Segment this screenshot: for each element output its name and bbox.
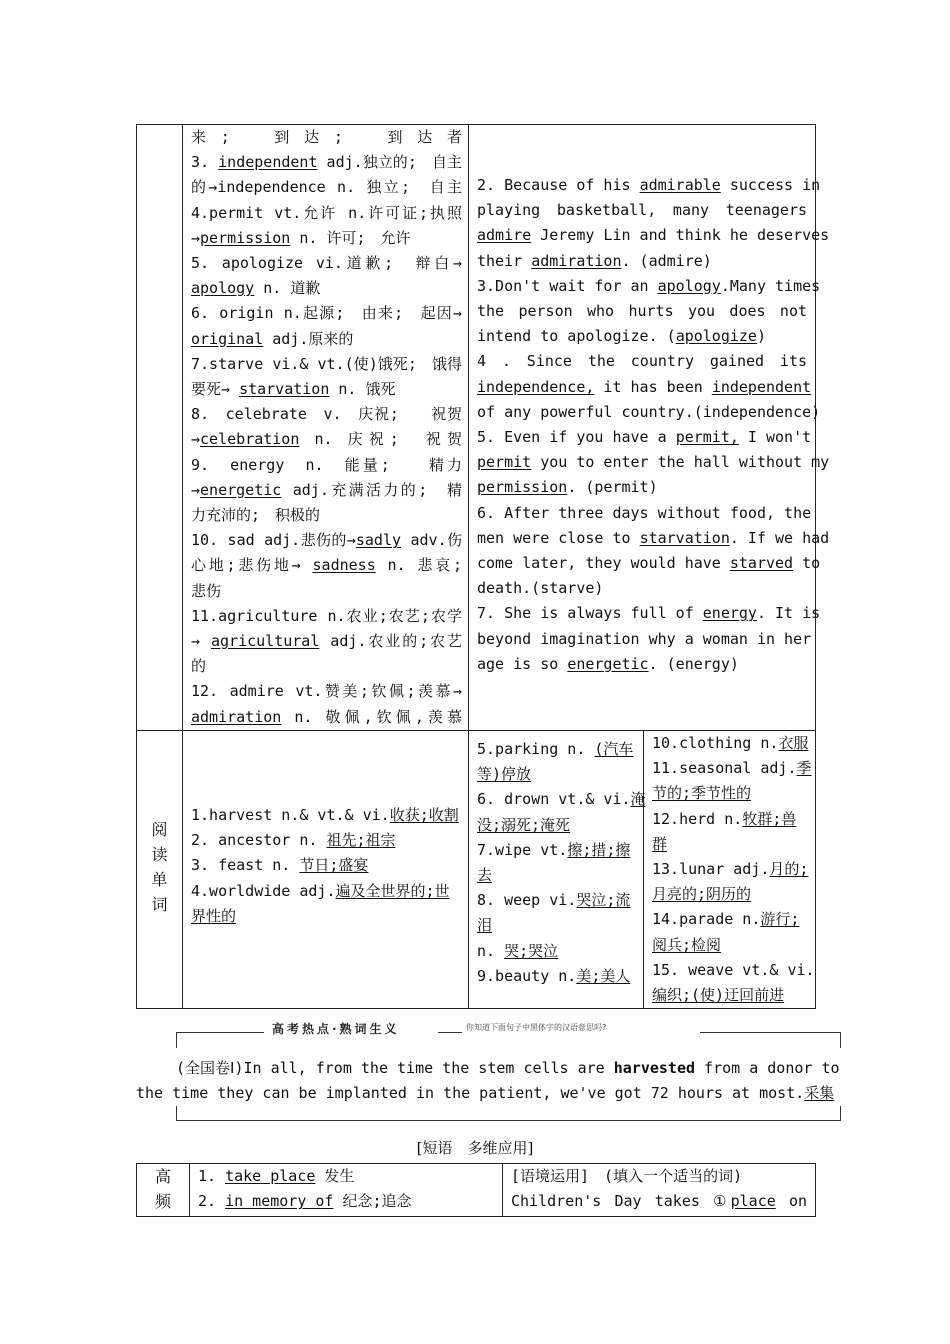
reading-word-line: 14.parade n.游行; [652, 910, 800, 929]
reading-word-line: 7.wipe vt.擦;措;擦 [477, 840, 631, 859]
reading-words-label-char: 读 [151, 845, 168, 864]
reading-words-label-char: 单 [151, 870, 168, 889]
answer-text: 采集 [804, 1084, 835, 1102]
high-frequency-label-char: 高 [154, 1167, 171, 1186]
derivation-line: 7.starve vi.& vt.(使)饿死; 饿得 [191, 354, 462, 373]
context-sentence-line: admire Jeremy Lin and think he deserves [477, 226, 830, 245]
reading-word-line: 编织;(使)迂回前进 [652, 986, 785, 1005]
derivation-cell [183, 125, 469, 731]
derivation-line: 5. apologize vi.道歉; 辩白→ [191, 254, 462, 273]
derivation-line: 的→independence n. 独立; 自主 [191, 178, 462, 197]
hot-spot-sentence-line-1 [176, 1056, 856, 1081]
derivation-line: original adj.原来的 [191, 329, 354, 348]
context-sentence-line: beyond imagination why a woman in her [477, 629, 812, 648]
high-frequency-label [137, 1164, 190, 1217]
reading-word-line: 9.beauty n.美;美人 [477, 966, 631, 985]
reading-word-line: 界性的 [191, 906, 237, 925]
reading-word-line: 12.herd n.牧群;兽 [652, 809, 797, 828]
phrase-item: 1. take place 发生 [198, 1167, 355, 1185]
reading-word-line: 3. feast n. 节日;盛宴 [191, 856, 369, 875]
reading-words-col-3 [644, 731, 816, 1009]
derivation-line: 3. independent adj.独立的; 自主 [191, 153, 463, 172]
context-sentence-line: their admiration. (admire) [477, 251, 712, 270]
reading-word-line: 8. weep vi.哭泣;流 [477, 891, 631, 910]
sentence-text: (全国卷Ⅰ)In all, from the time the stem cells are [176, 1059, 614, 1077]
reading-word-line: 4.worldwide adj.遍及全世界的;世 [191, 881, 450, 900]
banner-corner-left [176, 1032, 177, 1048]
context-sentence-line: of any powerful country.(independence) [477, 402, 821, 421]
reading-word-line: 15. weave vt.& vi. [652, 960, 815, 979]
context-sentence-line: 3.Don't wait for an apology.Many times [477, 276, 821, 295]
derivation-line: admiration n. 敬佩,钦佩,羡慕 [191, 707, 462, 726]
derivation-line: 力充沛的; 积极的 [191, 506, 321, 525]
high-frequency-label-char: 频 [154, 1192, 171, 1211]
derivation-line: →celebration n. 庆祝; 祝贺 [191, 430, 462, 449]
derivation-line: 心地;悲伤地→ sadness n. 悲哀; [191, 556, 463, 575]
context-sentence-line: the person who hurts you does not [477, 302, 807, 321]
reading-word-line: 11.seasonal adj.季 [652, 759, 812, 778]
reading-word-line: 阅兵;检阅 [652, 935, 722, 954]
context-sentence-line: permission. (permit) [477, 478, 658, 497]
reading-word-line: 节的;季节性的 [652, 784, 752, 803]
banner-corner-right [840, 1032, 841, 1048]
banner-rule-left [176, 1032, 264, 1033]
derivation-line: 11.agriculture n.农业;农艺;农学 [191, 606, 462, 625]
derivation-line: → agricultural adj.农业的;农艺 [191, 632, 462, 651]
context-sentence-line: 4 . Since the country gained its [477, 352, 807, 371]
reading-words-label [137, 731, 183, 1009]
reading-words-col-2 [469, 731, 644, 1009]
context-sentence-line: 7. She is always full of energy. It is [477, 604, 821, 623]
reading-word-line: 去 [477, 866, 493, 885]
phrase-table [136, 1163, 816, 1217]
sentence-text: the time they can be implanted in the patient, we've got 72 hours at most. [136, 1084, 805, 1102]
context-sentence-line: men were close to starvation. If we had [477, 528, 830, 547]
derivation-line: 的 [191, 657, 207, 676]
phrase-item: 2. in memory of 纪念;追念 [198, 1192, 412, 1211]
hot-spot-title: 高考热点·熟词生义 [272, 1022, 400, 1036]
context-title: [语境运用] (填入一个适当的词) [511, 1167, 743, 1185]
reading-word-line: 月亮的;阴历的 [652, 885, 752, 904]
reading-word-line: 13.lunar adj.月的; [652, 860, 809, 879]
reading-word-line: 群 [652, 834, 668, 853]
context-sentence-line: 2. Because of his admirable success in [477, 176, 821, 194]
reading-word-line: 5.parking n. (汽车 [477, 740, 634, 758]
derivation-line: 8. celebrate v. 庆祝; 祝贺 [191, 405, 462, 424]
context-sentence-line: age is so energetic. (energy) [477, 654, 739, 673]
banner-corner-br [840, 1106, 841, 1120]
reading-word-line: 10.clothing n.衣服 [652, 734, 809, 752]
context-sentence-line: death.(starve) [477, 579, 604, 598]
derivation-line: →permission n. 许可; 允许 [191, 228, 411, 247]
context-sentence-line: intend to apologize. (apologize) [477, 327, 766, 346]
context-sentence-line: come later, they would have starved to [477, 554, 821, 573]
reading-words-col-1 [183, 731, 469, 1009]
context-sentence-line: permit you to enter the hall without my [477, 453, 830, 472]
context-use-cell [503, 1164, 816, 1217]
derivation-line: 来; 到达; 到达者 [191, 128, 462, 146]
derivation-line: apology n. 道歉 [191, 279, 321, 298]
reading-words-label-char: 阅 [151, 820, 168, 839]
phrase-list-cell [190, 1164, 503, 1217]
reading-word-line: 1.harvest n.& vt.& vi.收获;收割 [191, 806, 459, 824]
reading-word-line: 没;溺死;淹死 [477, 815, 571, 834]
reading-words-label-char: 词 [151, 895, 168, 914]
reading-word-line: n. 哭;哭泣 [477, 941, 559, 960]
sentence-text: from a donor to [695, 1059, 840, 1077]
context-sentence-line: playing basketball, many teenagers [477, 201, 807, 220]
hot-spot-hint: 你知道下面句子中黑体字的汉语意思吗? [466, 1023, 607, 1032]
derivation-line: 要死→ starvation n. 饿死 [191, 380, 396, 399]
phrase-section-heading: [短语 多维应用] [416, 1139, 534, 1157]
reading-word-line: 等)停放 [477, 765, 532, 784]
derivation-line: 12. admire vt.赞美;钦佩;羡慕→ [191, 682, 462, 701]
derivation-line: 4.permit vt.允许 n.许可证;执照 [191, 203, 462, 222]
hot-spot-sentence-line-2 [136, 1081, 835, 1106]
bold-keyword: harvested [613, 1059, 696, 1077]
derivation-line: 10. sad adj.悲伤的→sadly adv.伤 [191, 531, 463, 550]
context-line: Children's Day takes ①place on [511, 1192, 808, 1211]
reading-word-line: 2. ancestor n. 祖先;祖宗 [191, 831, 396, 850]
derivation-line: 9. energy n. 能量; 精力 [191, 455, 462, 474]
banner-rule-right [700, 1032, 840, 1033]
context-sentence-line: 5. Even if you have a permit, I won't [477, 428, 812, 447]
derivation-line: →energetic adj.充满活力的; 精 [191, 480, 462, 499]
context-sentence-line: independence, it has been independent [477, 377, 812, 396]
context-sentences-cell [469, 125, 830, 731]
derivation-line: 悲伤 [191, 581, 222, 600]
derivation-line: 6. origin n.起源; 由来; 起因→ [191, 304, 462, 323]
context-sentence-line: 6. After three days without food, the [477, 503, 812, 522]
row-label-empty [137, 125, 183, 731]
reading-word-line: 6. drown vt.& vi.淹 [477, 790, 646, 809]
banner-rule-mid [438, 1032, 462, 1033]
vocab-table [136, 124, 830, 1009]
banner-corner-bl [176, 1106, 177, 1120]
reading-word-line: 泪 [477, 916, 493, 935]
banner-rule-bottom [176, 1120, 841, 1121]
